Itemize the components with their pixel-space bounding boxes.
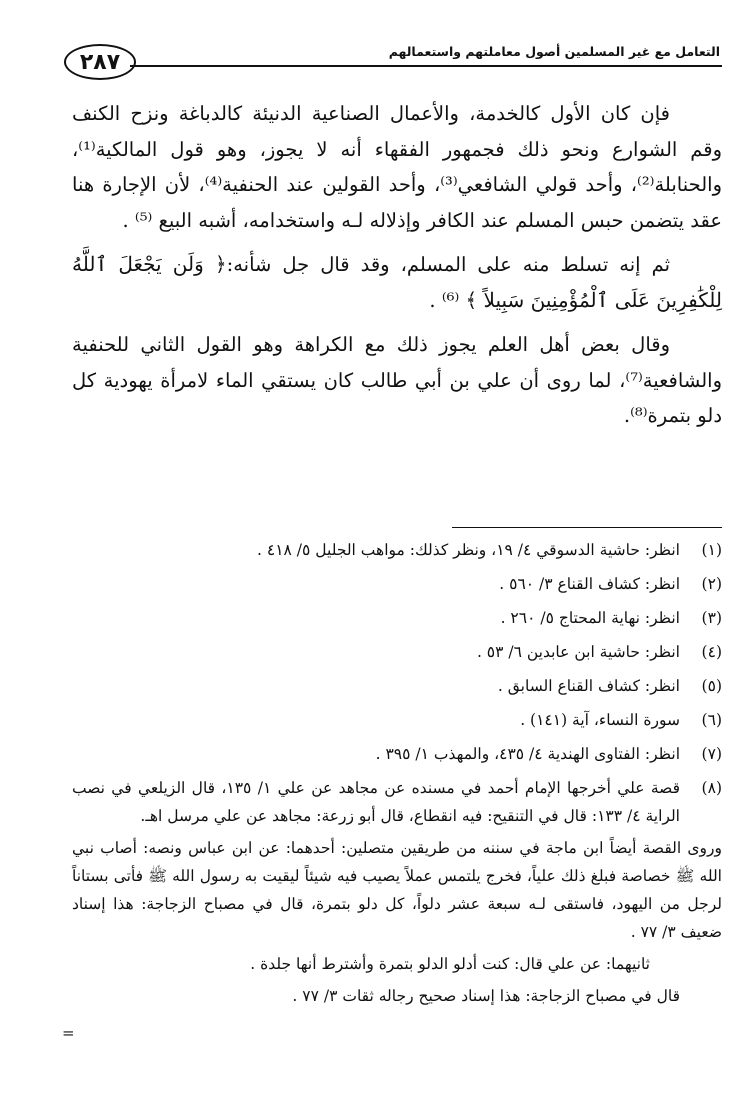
footnote-5 (72, 672, 722, 700)
footnote-6 (72, 706, 722, 734)
paragraph-1 (72, 96, 722, 238)
paragraph-2-intro: ثم إنه تسلط منه على المسلم، وقد قال جل شأنه: (226, 253, 671, 276)
paragraph-2-end: ⁽⁶⁾ . (429, 288, 466, 312)
footnote-8-line-4: قال في مصباح الزجاجة: هذا إسناد صحيح رجاله ثقات ٣/ ٧٧ . (292, 987, 680, 1005)
footnotes (72, 536, 722, 1016)
footnote-1 (72, 536, 722, 564)
footnote-text: انظر: حاشية الدسوقي ٤/ ١٩، ونظر كذلك: مواهب الجليل ٥/ ٤١٨ . (257, 541, 680, 559)
footnote-number: (١) (701, 541, 722, 559)
page-number-badge (64, 44, 136, 80)
footnote-number: (٧) (701, 745, 722, 763)
footnote-8-line-2: وروى القصة أيضاً ابن ماجة في سننه من طريقين متصلين: أحدهما: عن ابن عباس ونصه: أصاب نبي الله ﷺ خصاصة فبلغ ذلك علياً، فخرج يلتمس عملاً يصيب فيه شيئاً ليقيت به رسول الله ﷺ فأتى بستاناً لرجل من اليهود، فاستقى لـه سبعة عشر دلواً، كل دلو بتمرة، قال في مصباح الزجاجة: هذا إسناد ضعيف ٣/ ٧٧ . (72, 839, 722, 941)
quran-verse: ﴿ وَلَن يَجْعَلَ ٱللَّهُ لِلْكَٰفِرِينَ عَلَى ٱلْمُؤْمِنِينَ سَبِيلاً ﴾ (72, 252, 722, 312)
footnote-3 (72, 604, 722, 632)
footnote-number: (٢) (701, 575, 722, 593)
margin-mark: = (62, 1024, 75, 1042)
footnote-text: انظر: كشاف القناع السابق . (497, 677, 680, 695)
paragraph-1-text: فإن كان الأول كالخدمة، والأعمال الصناعية الدنيئة كالدباغة ونزح الكنف وقم الشوارع ونحو ذلك فجمهور الفقهاء أنه لا يجوز، وهو قول المالكية⁽¹⁾، والحنابلة⁽²⁾، وأحد قولي الشافعي⁽³⁾، وأحد القولين عند الحنفية⁽⁴⁾، لأن الإجارة هنا عقد يتضمن حبس المسلم عند الكافر وإذلاله لـه واستخدامه، أشبه البيع ⁽⁵⁾ . (72, 102, 722, 232)
footnote-8-line-1: قصة علي أخرجها الإمام أحمد في مسنده عن مجاهد عن علي ١/ ١٣٥، قال الزيلعي في نصب الراية ٤/ ١٣٣: قال في التنقيح: فيه انقطاع، قال أبو زرعة: مجاهد عن علي مرسل اهـ. (72, 779, 680, 825)
footnote-text: انظر: كشاف القناع ٣/ ٥٦٠ . (499, 575, 680, 593)
footnote-text: سورة النساء، آية (١٤١) . (520, 711, 680, 729)
footnote-number: (٤) (701, 643, 722, 661)
footnote-number: (٦) (701, 711, 722, 729)
footnote-8 (72, 774, 722, 1010)
footnote-number: (٥) (701, 677, 722, 695)
paragraph-3-text: وقال بعض أهل العلم يجوز ذلك مع الكراهة وهو القول الثاني للحنفية والشافعية⁽⁷⁾، لما روى أن علي بن أبي طالب كان يستقي الماء لامرأة يهودية كل دلو بتمرة⁽⁸⁾. (72, 333, 722, 427)
footnote-4 (72, 638, 722, 666)
main-text (72, 96, 722, 434)
footnote-number: (٨) (701, 779, 722, 797)
footnote-7 (72, 740, 722, 768)
paragraph-2 (72, 247, 722, 318)
footnote-divider (452, 527, 722, 528)
paragraph-3 (72, 327, 722, 434)
footnote-number: (٣) (701, 609, 722, 627)
footnote-8-line-3: ثانيهما: عن علي قال: كنت أدلو الدلو بتمرة وأشترط أنها جلدة . (250, 955, 650, 973)
footnote-8-body (72, 774, 722, 1010)
footnote-text: انظر: الفتاوى الهندية ٤/ ٤٣٥، والمهذب ١/ ٣٩٥ . (375, 745, 680, 763)
running-header-title: التعامل مع غير المسلمين أصول معاملتهم واستعمالهم (388, 44, 720, 59)
page-number: ٢٨٧ (79, 49, 121, 75)
footnote-text: انظر: حاشية ابن عابدين ٦/ ٥٣ . (476, 643, 680, 661)
footnote-2 (72, 570, 722, 598)
footnote-text: انظر: نهاية المحتاج ٥/ ٢٦٠ . (500, 609, 680, 627)
header-rule (130, 65, 722, 67)
